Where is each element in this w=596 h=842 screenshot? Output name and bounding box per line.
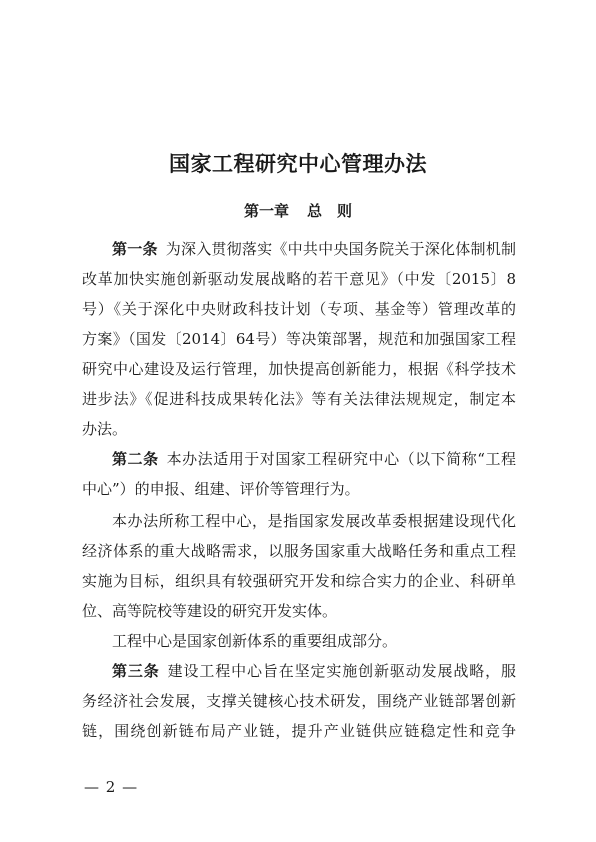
chapter-number: 第一章 <box>243 202 289 220</box>
paragraph-3-line-3: 实施为目标，组织具有较强研究开发和综合实力的企业、科研单 <box>82 572 516 590</box>
article-1-line-4: 方案》（国发〔2014〕64号）等决策部署，规范和加强国家工程 <box>82 330 516 348</box>
article-1-line-6: 进步法》《促进科技成果转化法》等有关法律法规规定，制定本 <box>82 390 516 408</box>
article-1-line-5: 研究中心建设及运行管理，加快提高创新能力，根据《科学技术 <box>82 360 516 378</box>
page-number: — 2 — <box>84 778 139 796</box>
article-3-line-2: 务经济社会发展，支撑关键核心技术研发，围绕产业链部署创新 <box>82 692 516 710</box>
article-label: 第二条 <box>112 450 159 468</box>
document-title: 国家工程研究中心管理办法 <box>169 151 427 176</box>
article-1-line-2: 改革加快实施创新驱动发展战略的若干意见》（中发〔2015〕8 <box>82 270 516 288</box>
article-3-line-1: 第三条 建设工程中心旨在坚定实施创新驱动发展战略，服 <box>112 662 516 680</box>
article-label: 第一条 <box>112 240 158 258</box>
article-2-line-2: 中心”）的申报、组建、评价等管理行为。 <box>82 480 360 498</box>
paragraph-3-line-4: 位、高等院校等建设的研究开发实体。 <box>82 602 338 620</box>
article-3-line-3: 链，围绕创新链布局产业链，提升产业链供应链稳定性和竞争 <box>82 722 516 740</box>
paragraph-4-line-1: 工程中心是国家创新体系的重要组成部分。 <box>112 632 398 650</box>
chapter-heading <box>0 200 596 221</box>
article-2-line-1: 第二条 本办法适用于对国家工程研究中心（以下简称“工程 <box>112 450 516 468</box>
paragraph-3-line-1: 本办法所称工程中心，是指国家发展改革委根据建设现代化 <box>112 512 516 530</box>
article-label: 第三条 <box>112 662 160 680</box>
article-1-line-3: 号）《关于深化中央财政科技计划（专项、基金等）管理改革的 <box>82 300 516 318</box>
paragraph-3-line-2: 经济体系的重大战略需求，以服务国家重大战略任务和重点工程 <box>82 542 516 560</box>
article-1-line-1: 第一条 为深入贯彻落实《中共中央国务院关于深化体制机制 <box>112 240 516 258</box>
article-1-line-7: 办法。 <box>82 420 128 438</box>
chapter-name: 总 则 <box>307 202 353 220</box>
